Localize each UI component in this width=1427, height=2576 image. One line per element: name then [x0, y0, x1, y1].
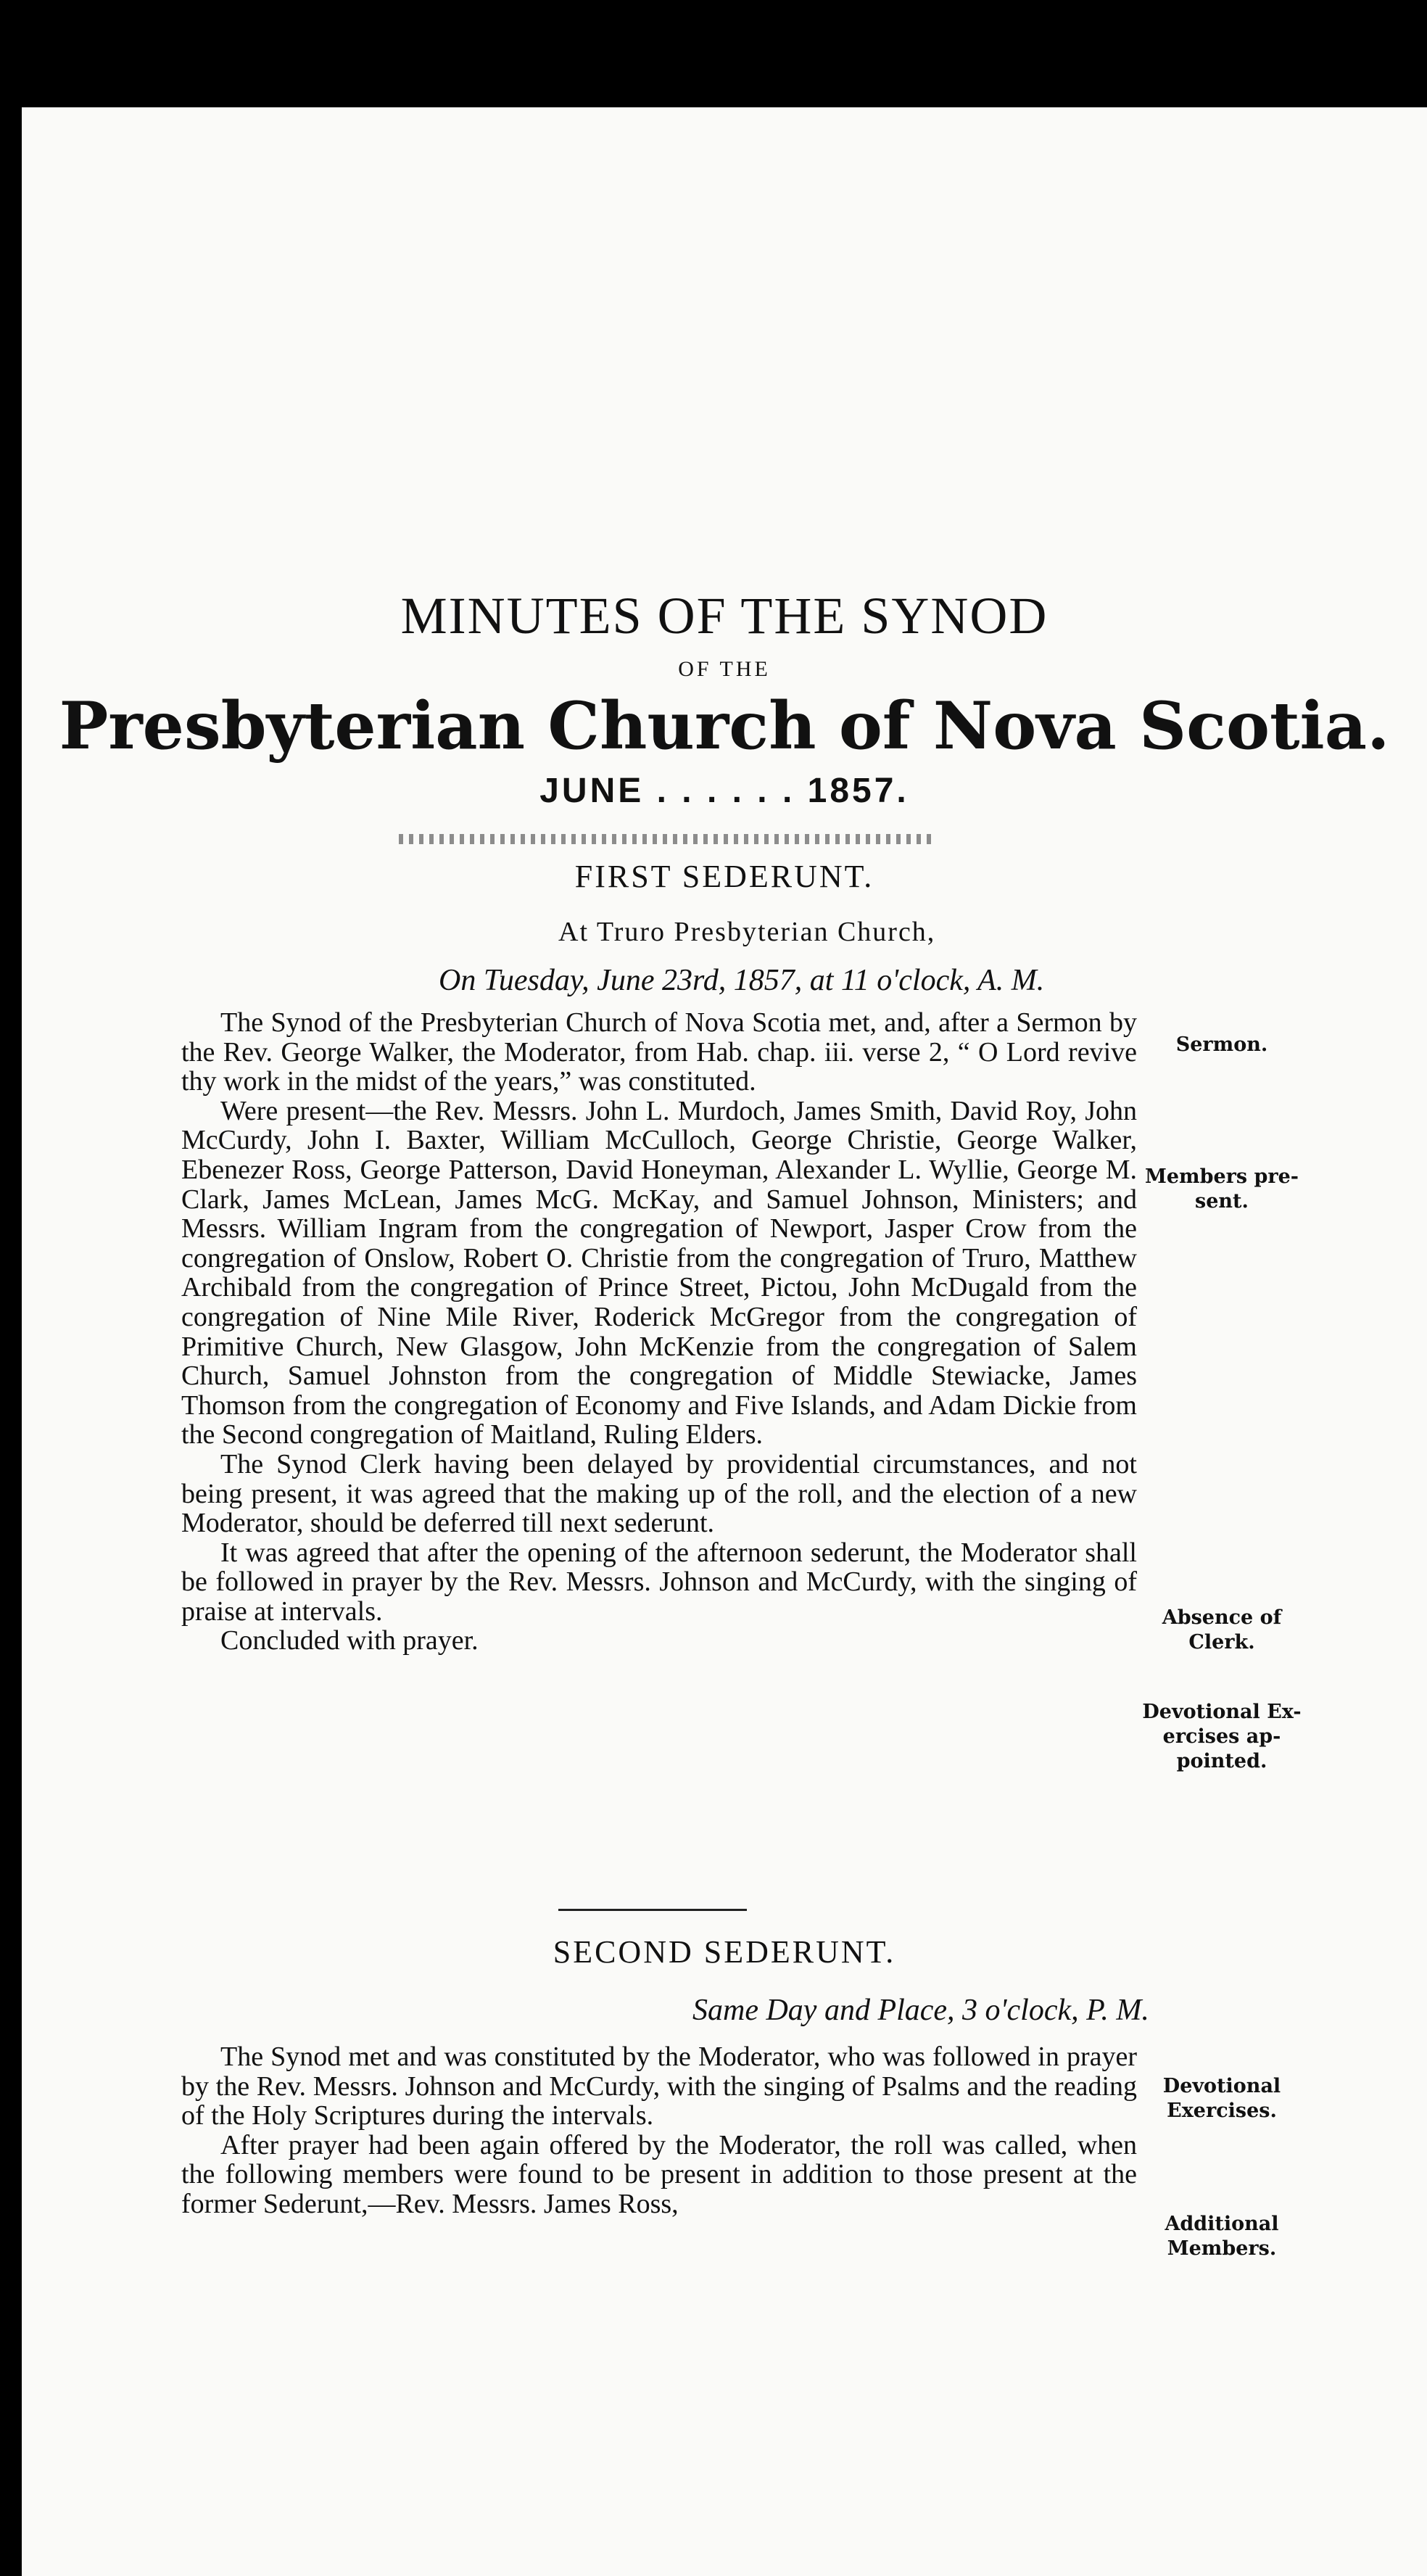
paragraph: Concluded with prayer.	[220, 1625, 479, 1656]
paragraph: It was agreed that after the opening of the afternoon sederunt, the Moderator shall be followed in prayer by the Rev. Messrs. Johnson and McCurdy, with the singing of praise at intervals.	[181, 1537, 1137, 1627]
paragraph: The Synod Clerk having been delayed by providential circumstances, and not being present, it was agreed that the making up of the roll, and the election of a new Moderator, should be deferred till next sederunt.	[181, 1448, 1137, 1539]
margin-note-members-present: Members pre- sent.	[1144, 1165, 1299, 1213]
section-separator	[558, 1909, 747, 1911]
second-sederunt-date: Same Day and Place, 3 o'clock, P. M.	[692, 1994, 1149, 2027]
title-of-the: OF THE	[678, 657, 771, 681]
first-sederunt-place: At Truro Presbyterian Church,	[558, 917, 936, 947]
margin-note-absence-of-clerk: Absence of Clerk.	[1162, 1606, 1282, 1654]
margin-note-devotional-appointed: Devotional Ex- ercises ap- pointed.	[1142, 1701, 1302, 1772]
margin-note-additional-members: Additional Members.	[1165, 2213, 1279, 2260]
paragraph: The Synod met and was constituted by the Moderator, who was followed in prayer by the Rev. Messrs. Johnson and McCurdy, with the singing of Psalms and the reading of the Holy Scriptures during the intervals.	[181, 2042, 1137, 2131]
second-sederunt-body	[181, 2042, 1137, 2219]
margin-note-sermon: Sermon.	[1175, 1033, 1268, 1056]
margin-note-devotional-exercises: Devotional Exercises.	[1162, 2075, 1281, 2122]
paragraph: Were present—the Rev. Messrs. John L. Murdoch, James Smith, David Roy, John McCurdy, John I. Baxter, William McCulloch, George Christie, George Walker, Ebenezer Ross, George Patterson, David Honeyman, Alexander L. Wyllie, George M. Clark, James McLean, James McG. McKay, and Samuel Johnson, Ministers; and Messrs. William Ingram from the congregation of Newport, Jasper Crow from the congregation of Onslow, Robert O. Christie from the congregation of Truro, Matthew Archibald from the congregation of Prince Street, Pictou, John McDugald from the congregation of Nine Mile River, Roderick McGregor from the congregation of Primitive Church, New Glasgow, John McKenzie from the congregation of Salem Church, Samuel Johnston from the congregation of Middle Stewiacke, James Thomson from the congregation of Economy and Five Islands, and Adam Dickie from the Second congregation of Maitland, Ruling Elders.	[181, 1095, 1137, 1450]
ornamental-rule	[399, 834, 935, 844]
first-sederunt-body	[181, 1008, 1137, 1656]
first-sederunt-heading: FIRST SEDERUNT.	[574, 859, 874, 894]
paragraph: The Synod of the Presbyterian Church of Nova Scotia met, and, after a Sermon by the Rev. George Walker, the Moderator, from Hab. chap. iii. verse 2, “ O Lord revive thy work in the midst of the years,” was constituted.	[181, 1007, 1137, 1097]
title-date: JUNE . . . . . . 1857.	[539, 772, 909, 810]
second-sederunt-heading: SECOND SEDERUNT.	[553, 1934, 896, 1970]
title-minutes: MINUTES OF THE SYNOD	[400, 587, 1048, 645]
title-church-name: Presbyterian Church of Nova Scotia.	[59, 688, 1390, 764]
paragraph: After prayer had been again offered by the Moderator, the roll was called, when the following members were found to be present in addition to those present at the former Sederunt,—Rev. Messrs. James Ross,	[181, 2129, 1137, 2219]
document-page	[22, 107, 1427, 2576]
first-sederunt-date: On Tuesday, June 23rd, 1857, at 11 o'clock, A. M.	[439, 964, 1045, 997]
